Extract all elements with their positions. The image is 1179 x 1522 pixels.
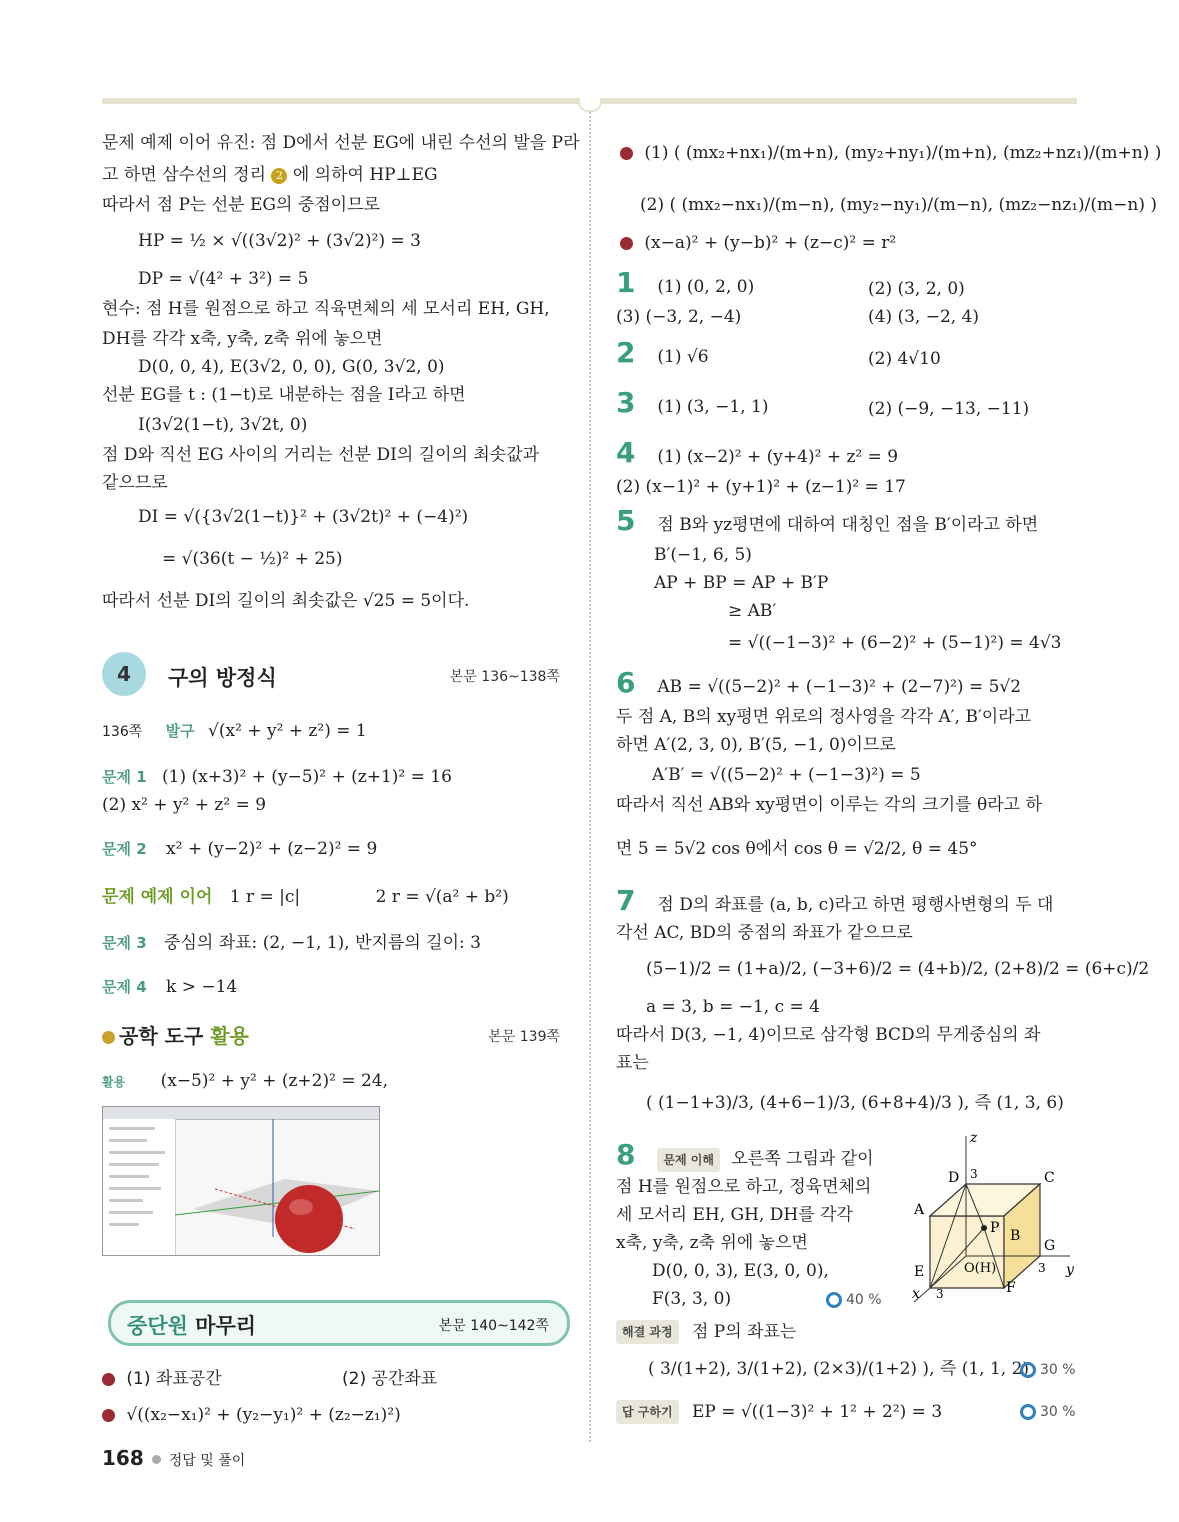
solution-line: 각선 AC, BD의 중점의 좌표가 같으므로 — [616, 923, 913, 943]
solution-line — [102, 164, 438, 186]
equation: (1) ( (mx₂+nx₁)/(m+n), (my₂+ny₁)/(m+n), (mz₂+nz₁)/(m+n) ) — [644, 143, 1162, 163]
equation: √((x₂−x₁)² + (y₂−y₁)² + (z₂−z₁)²) — [126, 1405, 401, 1425]
text: (3) (−3, 2, −4) — [616, 307, 742, 327]
geogebra-screenshot — [102, 1106, 380, 1256]
text: 에 의하여 HP⊥EG — [292, 165, 438, 185]
tick-label: 3 — [1038, 1261, 1046, 1275]
equation: AP + BP = AP + B′P — [654, 573, 829, 593]
tag-label: 문제 1 — [102, 768, 147, 786]
equation: D(0, 0, 4), E(3√2, 0, 0), G(0, 3√2, 0) — [138, 357, 445, 377]
answer-line — [102, 1368, 438, 1390]
page-label: 136쪽 — [102, 724, 143, 740]
chapter-wrapup-banner — [108, 1300, 570, 1346]
tool-heading — [102, 1020, 249, 1049]
answer-6 — [616, 666, 1022, 699]
solution-line: 두 점 A, B의 xy평면 위로의 정사영을 각각 A′, B′이라고 — [616, 707, 1032, 727]
answer-7 — [616, 884, 1054, 917]
problem-number: 7 — [616, 884, 636, 917]
equation: ≥ AB′ — [728, 601, 777, 621]
answer-line — [102, 886, 509, 908]
problem-number: 4 — [616, 436, 636, 469]
tag-label: 발구 — [165, 722, 195, 740]
answer-1 — [616, 306, 980, 328]
text: 마무리 — [195, 1314, 257, 1338]
answer-line — [102, 932, 481, 954]
axis-label-x: x — [912, 1286, 920, 1302]
answer-3 — [616, 386, 1030, 419]
solution-step — [616, 1400, 942, 1424]
text: 30 % — [1040, 1362, 1076, 1378]
equation: (x−5)² + y² + (z+2)² = 24, — [160, 1071, 389, 1091]
equation: 1 r = |c| — [229, 887, 301, 907]
problem-number: 5 — [616, 504, 636, 537]
vertex-label: B — [1010, 1228, 1021, 1244]
answer-line — [102, 766, 452, 788]
equation: ( (1−1+3)/3, (4+6−1)/3, (6+8+4)/3 ), 즉 (1, 3, 6) — [646, 1093, 1064, 1113]
footer-title: 정답 및 풀이 — [168, 1453, 246, 1469]
vertex-label: A — [914, 1202, 925, 1218]
answer-5 — [616, 504, 1039, 537]
step-label: 문제 이해 — [657, 1148, 720, 1172]
text: (1) (3, −1, 1) — [657, 397, 769, 417]
bullet-icon — [152, 1455, 161, 1464]
equation: DP = √(4² + 3²) = 5 — [138, 269, 309, 289]
text: (2) (3, 2, 0) — [868, 279, 965, 299]
solution-line: 하면 A′(2, 3, 0), B′(5, −1, 0)이므로 — [616, 735, 896, 755]
answer-line — [620, 142, 1161, 164]
text: 중단원 — [127, 1314, 196, 1338]
text: 오른쪽 그림과 같이 — [731, 1149, 874, 1169]
equation: (2) (x−1)² + (y+1)² + (z−1)² = 17 — [616, 477, 906, 497]
equation: F(3, 3, 0) — [652, 1289, 732, 1309]
answer-line — [102, 720, 367, 743]
step-label: 답 구하기 — [616, 1400, 679, 1424]
equation: (1) (x+3)² + (y−5)² + (z+1)² = 16 — [162, 767, 452, 787]
problem-number: 6 — [616, 666, 636, 699]
score-percent — [1020, 1404, 1076, 1420]
progress-ring-icon — [826, 1292, 842, 1308]
bullet-icon — [102, 1409, 115, 1422]
axis-label-z: z — [970, 1130, 978, 1146]
page-reference: 본문 140~142쪽 — [438, 1318, 549, 1334]
cube-diagram — [906, 1128, 1076, 1304]
problem-number: 2 — [616, 336, 636, 369]
axis-label-y: y — [1066, 1262, 1074, 1278]
equation: k > −14 — [166, 977, 238, 997]
tag-label: 문제 2 — [102, 840, 147, 858]
solution-line: 현수: 점 H를 원점으로 하고 직육면체의 세 모서리 EH, GH, — [102, 299, 550, 319]
solution-line: x축, y축, z축 위에 놓으면 — [616, 1233, 808, 1253]
text: 점 P의 좌표는 — [691, 1321, 797, 1342]
tick-label: 3 — [970, 1167, 978, 1181]
problem-number: 1 — [616, 266, 636, 299]
equation: x² + (y−2)² + (z−2)² = 9 — [166, 839, 378, 859]
section-heading — [102, 652, 564, 698]
text: (4) (3, −2, 4) — [868, 307, 980, 327]
page-reference: 본문 136~138쪽 — [449, 669, 560, 685]
section-number: 4 — [102, 652, 146, 696]
text: (1) (0, 2, 0) — [657, 277, 755, 297]
tag-label: 활용 — [102, 1075, 126, 1089]
text: 중심의 좌표: (2, −1, 1), 반지름의 길이: 3 — [164, 933, 481, 953]
solution-line: 점 D와 직선 EG 사이의 거리는 선분 DI의 길이의 최솟값과 — [102, 445, 540, 465]
equation: I(3√2(1−t), 3√2t, 0) — [138, 415, 308, 435]
text: (2) 4√10 — [868, 349, 941, 369]
equation: HP = ½ × √((3√2)² + (3√2)²) = 3 — [138, 231, 421, 251]
solution-line: 따라서 D(3, −1, 4)이므로 삼각형 BCD의 무게중심의 좌 — [616, 1025, 1041, 1045]
bullet-icon — [102, 1031, 115, 1044]
answer-line — [102, 838, 377, 860]
answer-line — [620, 232, 896, 254]
solution-step — [616, 1320, 796, 1344]
equation: = √((−1−3)² + (6−2)² + (5−1)²) = 4√3 — [728, 633, 1062, 653]
section-title: 구의 방정식 — [168, 666, 277, 690]
algebra-panel — [103, 1119, 176, 1255]
equation: D(0, 0, 3), E(3, 0, 0), — [652, 1261, 829, 1281]
bullet-icon — [620, 237, 633, 250]
bullet-icon — [102, 1373, 115, 1386]
origin-label: O(H) — [964, 1261, 997, 1276]
equation: (1) (x−2)² + (y+4)² + z² = 9 — [657, 447, 899, 467]
answer-line — [102, 1404, 401, 1426]
solution-line: 선분 EG를 t : (1−t)로 내분하는 점을 I라고 하면 — [102, 385, 466, 405]
equation: 2 r = √(a² + b²) — [375, 887, 509, 907]
sphere-graphic — [175, 1119, 379, 1255]
answer-4 — [616, 436, 899, 469]
text: 점 B와 yz평면에 대하여 대칭인 점을 B′이라고 하면 — [657, 515, 1039, 535]
equation: = √(36(t − ½)² + 25) — [162, 549, 343, 569]
progress-ring-icon — [1020, 1362, 1036, 1378]
banner-title — [127, 1310, 256, 1340]
equation: (2) ( (mx₂−nx₁)/(m−n), (my₂−ny₁)/(m−n), (mz₂−nz₁)/(m−n) ) — [640, 195, 1158, 215]
text: (2) (−9, −13, −11) — [868, 399, 1030, 419]
text: 30 % — [1040, 1404, 1076, 1420]
tag-label: 문제 예제 이어 — [102, 887, 213, 907]
answer-8 — [616, 1138, 874, 1172]
text: 점 D의 좌표를 (a, b, c)라고 하면 평행사변형의 두 대 — [657, 895, 1054, 915]
text: (1) 좌표공간 — [126, 1369, 222, 1389]
column-divider — [589, 112, 591, 1442]
solution-line: 표는 — [616, 1053, 649, 1073]
vertex-label: F — [1006, 1280, 1016, 1296]
solution-line: DH를 각각 x축, y축, z축 위에 놓으면 — [102, 329, 383, 349]
vertex-label: C — [1044, 1170, 1055, 1186]
answer-line — [102, 1070, 388, 1093]
solution-line: 문제 예제 이어 유진: 점 D에서 선분 EG에 내린 수선의 발을 P라 — [102, 133, 580, 153]
equation: EP = √((1−3)² + 1² + 2²) = 3 — [691, 1401, 943, 1422]
equation: AB = √((5−2)² + (−1−3)² + (2−7)²) = 5√2 — [657, 677, 1022, 697]
tag-label: 문제 3 — [102, 934, 147, 952]
page-number: 168 — [102, 1446, 144, 1470]
answer-line — [102, 976, 237, 998]
solution-line: 따라서 점 P는 선분 EG의 중점이므로 — [102, 195, 380, 215]
progress-ring-icon — [1020, 1404, 1036, 1420]
theorem-number-badge: 2 — [271, 168, 287, 184]
bullet-icon — [620, 147, 633, 160]
equation: a = 3, b = −1, c = 4 — [646, 997, 821, 1017]
solution-line: 따라서 선분 DI의 길이의 최솟값은 √25 = 5이다. — [102, 591, 470, 611]
equation: A′B′ = √((5−2)² + (−1−3)²) = 5 — [652, 765, 921, 785]
top-rule-notch — [578, 98, 602, 112]
text: 공학 도구 — [119, 1024, 211, 1048]
equation: √(x² + y² + z²) = 1 — [208, 721, 367, 741]
equation: ( 3/(1+2), 3/(1+2), (2×3)/(1+2) ), 즉 (1, 1, 2) — [648, 1359, 1030, 1379]
text: 활용 — [210, 1024, 249, 1048]
equation: (x−a)² + (y−b)² + (z−c)² = r² — [644, 233, 897, 253]
equation: DI = √({3√2(1−t)}² + (3√2t)² + (−4)²) — [138, 507, 469, 527]
answer-1 — [616, 266, 965, 299]
step-label: 해결 과정 — [616, 1320, 679, 1344]
vertex-label: G — [1044, 1238, 1056, 1254]
solution-line: 세 모서리 EH, GH, DH를 각각 — [616, 1205, 853, 1225]
vertex-label: E — [914, 1264, 925, 1280]
text: (2) 공간좌표 — [342, 1369, 438, 1389]
equation: B′(−1, 6, 5) — [654, 545, 752, 565]
tick-label: 3 — [936, 1287, 944, 1301]
solution-line: 같으므로 — [102, 473, 168, 493]
solution-line: 점 H를 원점으로 하고, 정육면체의 — [616, 1177, 872, 1197]
text: 40 % — [846, 1292, 882, 1308]
problem-number: 3 — [616, 386, 636, 419]
tag-label: 문제 4 — [102, 978, 147, 996]
equation: (5−1)/2 = (1+a)/2, (−3+6)/2 = (4+b)/2, (2+8)/2 = (6+c)/2 — [646, 959, 1150, 979]
page-footer — [102, 1446, 245, 1470]
answer-2 — [616, 336, 941, 369]
point-label: P — [990, 1220, 1000, 1236]
score-percent — [826, 1292, 882, 1308]
vertex-label: D — [948, 1170, 960, 1186]
page-reference: 본문 139쪽 — [488, 1029, 560, 1045]
solution-line: 따라서 직선 AB와 xy평면이 이루는 각의 크기를 θ라고 하 — [616, 795, 1042, 815]
score-percent — [1020, 1362, 1076, 1378]
equation: (2) x² + y² + z² = 9 — [102, 795, 267, 815]
text: (1) √6 — [657, 347, 709, 367]
solution-line: 면 5 = 5√2 cos θ에서 cos θ = √2/2, θ = 45° — [616, 839, 978, 859]
text: 고 하면 삼수선의 정리 — [102, 165, 267, 185]
problem-number: 8 — [616, 1138, 636, 1171]
